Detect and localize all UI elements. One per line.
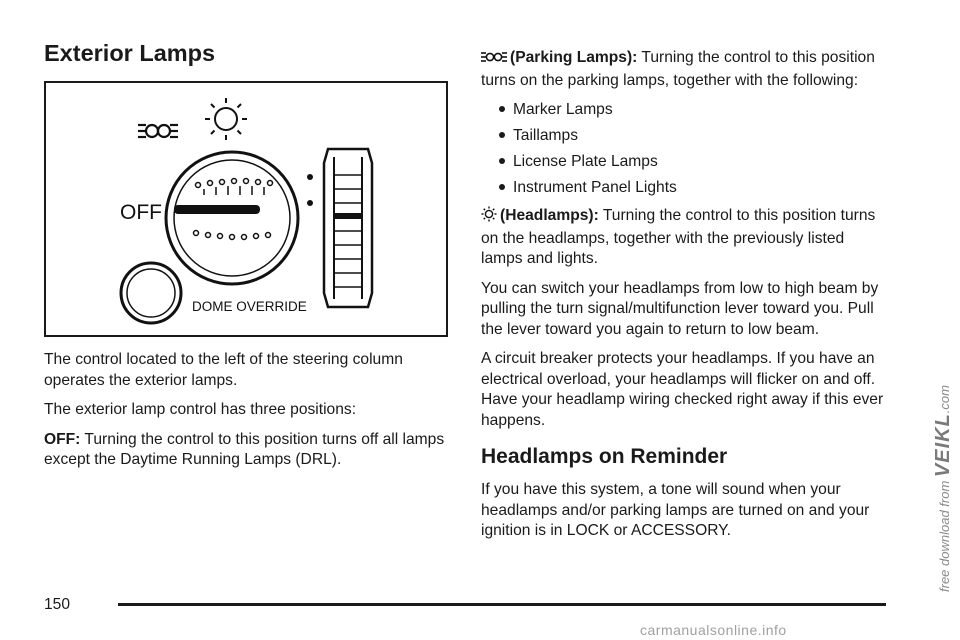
left-column	[44, 40, 448, 480]
parking-lamps-icon	[481, 50, 507, 71]
list-item: License Plate Lamps	[499, 152, 886, 172]
positions-paragraph: The exterior lamp control has three positions:	[44, 401, 357, 419]
headlamps-paragraph	[481, 206, 886, 270]
section-title-exterior-lamps: Exterior Lamps	[44, 40, 216, 66]
list-item: Instrument Panel Lights	[499, 178, 886, 198]
off-term: OFF:	[44, 430, 81, 448]
list-item: Marker Lamps	[499, 100, 886, 120]
footer-rule	[118, 603, 886, 606]
figure-parking-lamps-icon	[138, 125, 178, 137]
lamp-control-knob	[166, 152, 298, 284]
parking-lamps-term: (Parking Lamps):	[510, 49, 638, 66]
footer-site-url: carmanualsonline.info	[640, 622, 787, 638]
headlamps-text: Turning the control to this position turns on the headlamps, together with the previously listed lamps and lights.	[481, 207, 876, 267]
watermark-suffix: .com	[937, 385, 952, 414]
reminder-paragraph: If you have this system, a tone will sound when your headlamps and/or parking lamps are turned on and your ignition is in LOCK or ACCESSORY.	[481, 481, 870, 540]
circuit-breaker-paragraph: A circuit breaker protects your headlamps. If you have an electrical overload, your headlamps will flicker on and off. Have your headlamp wiring checked right away if this ever happens.	[481, 350, 884, 429]
figure-headlamp-icon	[205, 98, 247, 140]
list-item: Taillamps	[499, 126, 886, 146]
watermark-prefix: free download from	[937, 480, 952, 592]
side-watermark	[932, 72, 955, 592]
right-column	[481, 48, 886, 551]
figure-label-dome-override: DOME OVERRIDE	[192, 299, 307, 315]
lamp-control-illustration	[46, 83, 446, 335]
parking-lamps-text: Turning the control to this position turns on the parking lamps, together with the following:	[481, 49, 875, 89]
watermark-logo: VEIKL	[932, 413, 954, 478]
parking-lamps-paragraph	[481, 48, 886, 91]
headlamp-icon	[481, 206, 497, 229]
off-position-paragraph	[44, 430, 448, 471]
instrument-dimmer-wheel	[307, 149, 372, 307]
headlamps-term: (Headlamps):	[500, 207, 599, 224]
section-title-headlamps-reminder: Headlamps on Reminder	[481, 445, 728, 468]
figure-label-off: OFF	[120, 201, 162, 225]
parking-lamps-list	[481, 100, 886, 198]
high-beam-paragraph: You can switch your headlamps from low to high beam by pulling the turn signal/multifunction lever toward you. Pull the lever toward you again to return to low beam.	[481, 279, 879, 338]
intro-paragraph: The control located to the left of the steering column operates the exterior lamps.	[44, 351, 403, 389]
dome-override-button	[121, 263, 181, 323]
page-number: 150	[44, 596, 71, 613]
lamp-control-figure	[44, 81, 448, 337]
off-text: Turning the control to this position turns off all lamps except the Daytime Running Lamps (DRL).	[44, 430, 445, 469]
